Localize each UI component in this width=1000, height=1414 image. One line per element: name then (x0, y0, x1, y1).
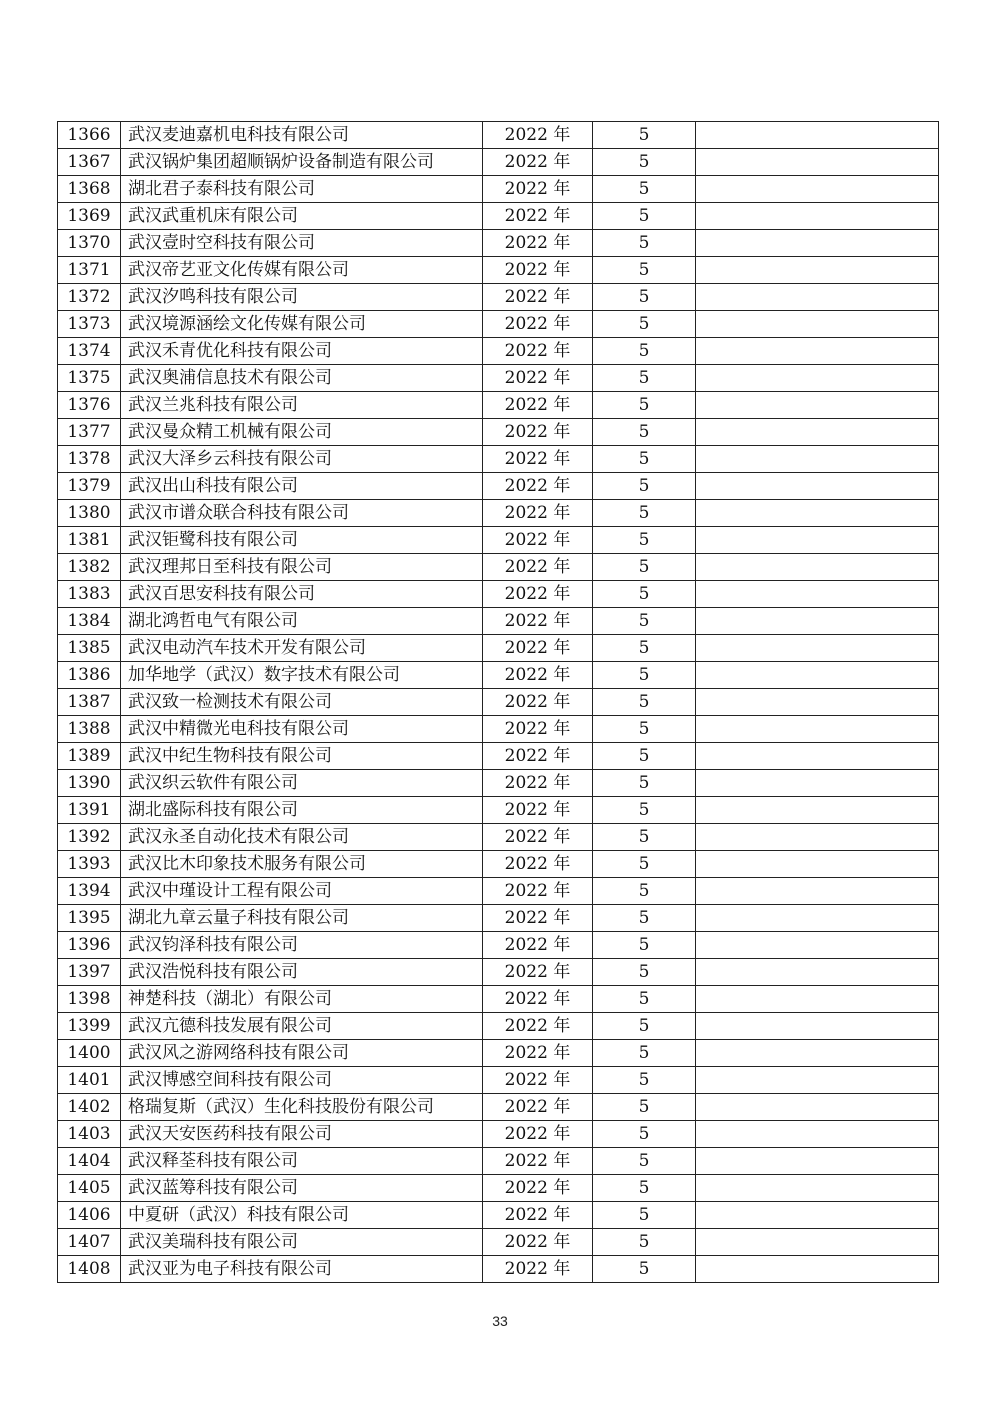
note-cell (696, 770, 939, 797)
year-cell: 2022 年 (483, 446, 593, 473)
company-name-cell: 武汉钜鹭科技有限公司 (121, 527, 483, 554)
company-name-cell: 武汉比木印象技术服务有限公司 (121, 851, 483, 878)
value-cell: 5 (593, 770, 696, 797)
table-row (58, 338, 939, 365)
company-name-cell: 武汉浩悦科技有限公司 (121, 959, 483, 986)
year-cell: 2022 年 (483, 419, 593, 446)
company-name-cell: 武汉百思安科技有限公司 (121, 581, 483, 608)
note-cell (696, 581, 939, 608)
company-name-cell: 武汉奥浦信息技术有限公司 (121, 365, 483, 392)
year-cell: 2022 年 (483, 959, 593, 986)
year-cell: 2022 年 (483, 635, 593, 662)
note-cell (696, 905, 939, 932)
company-name-cell: 武汉禾青优化科技有限公司 (121, 338, 483, 365)
table-row (58, 905, 939, 932)
company-name-cell: 武汉壹时空科技有限公司 (121, 230, 483, 257)
table-row (58, 473, 939, 500)
table-row (58, 446, 939, 473)
value-cell: 5 (593, 419, 696, 446)
row-number-cell: 1373 (58, 311, 121, 338)
row-number-cell: 1392 (58, 824, 121, 851)
table-row (58, 284, 939, 311)
year-cell: 2022 年 (483, 581, 593, 608)
value-cell: 5 (593, 1175, 696, 1202)
table-row (58, 986, 939, 1013)
company-name-cell: 武汉中纪生物科技有限公司 (121, 743, 483, 770)
table-row (58, 959, 939, 986)
value-cell: 5 (593, 689, 696, 716)
note-cell (696, 608, 939, 635)
table-row (58, 500, 939, 527)
year-cell: 2022 年 (483, 338, 593, 365)
year-cell: 2022 年 (483, 203, 593, 230)
row-number-cell: 1405 (58, 1175, 121, 1202)
company-name-cell: 武汉市谱众联合科技有限公司 (121, 500, 483, 527)
table-row (58, 176, 939, 203)
row-number-cell: 1384 (58, 608, 121, 635)
table-row (58, 797, 939, 824)
year-cell: 2022 年 (483, 473, 593, 500)
note-cell (696, 1121, 939, 1148)
row-number-cell: 1382 (58, 554, 121, 581)
value-cell: 5 (593, 446, 696, 473)
note-cell (696, 203, 939, 230)
note-cell (696, 554, 939, 581)
table-row (58, 743, 939, 770)
company-name-cell: 武汉电动汽车技术开发有限公司 (121, 635, 483, 662)
row-number-cell: 1398 (58, 986, 121, 1013)
row-number-cell: 1380 (58, 500, 121, 527)
note-cell (696, 635, 939, 662)
row-number-cell: 1381 (58, 527, 121, 554)
table-row (58, 1013, 939, 1040)
note-cell (696, 1175, 939, 1202)
row-number-cell: 1378 (58, 446, 121, 473)
year-cell: 2022 年 (483, 1256, 593, 1283)
value-cell: 5 (593, 257, 696, 284)
year-cell: 2022 年 (483, 932, 593, 959)
row-number-cell: 1369 (58, 203, 121, 230)
value-cell: 5 (593, 554, 696, 581)
value-cell: 5 (593, 527, 696, 554)
row-number-cell: 1397 (58, 959, 121, 986)
company-name-cell: 武汉释荃科技有限公司 (121, 1148, 483, 1175)
row-number-cell: 1368 (58, 176, 121, 203)
row-number-cell: 1383 (58, 581, 121, 608)
company-name-cell: 武汉出山科技有限公司 (121, 473, 483, 500)
row-number-cell: 1400 (58, 1040, 121, 1067)
note-cell (696, 824, 939, 851)
note-cell (696, 1148, 939, 1175)
company-name-cell: 武汉兰兆科技有限公司 (121, 392, 483, 419)
value-cell: 5 (593, 878, 696, 905)
note-cell (696, 527, 939, 554)
year-cell: 2022 年 (483, 1202, 593, 1229)
value-cell: 5 (593, 797, 696, 824)
note-cell (696, 1256, 939, 1283)
year-cell: 2022 年 (483, 1121, 593, 1148)
note-cell (696, 1013, 939, 1040)
value-cell: 5 (593, 581, 696, 608)
value-cell: 5 (593, 1148, 696, 1175)
row-number-cell: 1370 (58, 230, 121, 257)
value-cell: 5 (593, 500, 696, 527)
table-row (58, 1121, 939, 1148)
note-cell (696, 878, 939, 905)
company-name-cell: 武汉帝艺亚文化传媒有限公司 (121, 257, 483, 284)
year-cell: 2022 年 (483, 392, 593, 419)
value-cell: 5 (593, 149, 696, 176)
value-cell: 5 (593, 743, 696, 770)
value-cell: 5 (593, 392, 696, 419)
year-cell: 2022 年 (483, 365, 593, 392)
row-number-cell: 1366 (58, 122, 121, 149)
table-row (58, 554, 939, 581)
row-number-cell: 1379 (58, 473, 121, 500)
row-number-cell: 1389 (58, 743, 121, 770)
note-cell (696, 311, 939, 338)
row-number-cell: 1390 (58, 770, 121, 797)
row-number-cell: 1367 (58, 149, 121, 176)
value-cell: 5 (593, 1229, 696, 1256)
value-cell: 5 (593, 230, 696, 257)
company-name-cell: 武汉风之游网络科技有限公司 (121, 1040, 483, 1067)
table-row (58, 689, 939, 716)
company-name-cell: 武汉博感空间科技有限公司 (121, 1067, 483, 1094)
row-number-cell: 1403 (58, 1121, 121, 1148)
company-list-table (57, 121, 939, 1283)
year-cell: 2022 年 (483, 1094, 593, 1121)
company-name-cell: 加华地学（武汉）数字技术有限公司 (121, 662, 483, 689)
year-cell: 2022 年 (483, 986, 593, 1013)
year-cell: 2022 年 (483, 905, 593, 932)
note-cell (696, 932, 939, 959)
row-number-cell: 1371 (58, 257, 121, 284)
company-name-cell: 武汉大泽乡云科技有限公司 (121, 446, 483, 473)
year-cell: 2022 年 (483, 1148, 593, 1175)
year-cell: 2022 年 (483, 662, 593, 689)
year-cell: 2022 年 (483, 149, 593, 176)
value-cell: 5 (593, 959, 696, 986)
company-name-cell: 湖北鸿哲电气有限公司 (121, 608, 483, 635)
table-row (58, 1202, 939, 1229)
note-cell (696, 230, 939, 257)
note-cell (696, 1067, 939, 1094)
company-name-cell: 武汉曼众精工机械有限公司 (121, 419, 483, 446)
row-number-cell: 1408 (58, 1256, 121, 1283)
row-number-cell: 1394 (58, 878, 121, 905)
company-name-cell: 武汉美瑞科技有限公司 (121, 1229, 483, 1256)
company-name-cell: 湖北君子泰科技有限公司 (121, 176, 483, 203)
company-name-cell: 神楚科技（湖北）有限公司 (121, 986, 483, 1013)
table-row (58, 824, 939, 851)
note-cell (696, 122, 939, 149)
note-cell (696, 338, 939, 365)
value-cell: 5 (593, 986, 696, 1013)
table-row (58, 122, 939, 149)
table-row (58, 716, 939, 743)
note-cell (696, 1040, 939, 1067)
value-cell: 5 (593, 1067, 696, 1094)
table-row (58, 311, 939, 338)
note-cell (696, 446, 939, 473)
company-name-cell: 武汉蓝筹科技有限公司 (121, 1175, 483, 1202)
year-cell: 2022 年 (483, 1067, 593, 1094)
row-number-cell: 1395 (58, 905, 121, 932)
year-cell: 2022 年 (483, 257, 593, 284)
company-name-cell: 武汉致一检测技术有限公司 (121, 689, 483, 716)
company-name-cell: 武汉锅炉集团超顺锅炉设备制造有限公司 (121, 149, 483, 176)
value-cell: 5 (593, 608, 696, 635)
row-number-cell: 1404 (58, 1148, 121, 1175)
note-cell (696, 1229, 939, 1256)
row-number-cell: 1385 (58, 635, 121, 662)
company-name-cell: 武汉天安医药科技有限公司 (121, 1121, 483, 1148)
year-cell: 2022 年 (483, 122, 593, 149)
year-cell: 2022 年 (483, 176, 593, 203)
row-number-cell: 1372 (58, 284, 121, 311)
value-cell: 5 (593, 824, 696, 851)
company-name-cell: 武汉理邦日至科技有限公司 (121, 554, 483, 581)
row-number-cell: 1376 (58, 392, 121, 419)
value-cell: 5 (593, 473, 696, 500)
note-cell (696, 1202, 939, 1229)
value-cell: 5 (593, 311, 696, 338)
note-cell (696, 257, 939, 284)
company-name-cell: 武汉中精微光电科技有限公司 (121, 716, 483, 743)
year-cell: 2022 年 (483, 527, 593, 554)
note-cell (696, 1094, 939, 1121)
table-row (58, 581, 939, 608)
year-cell: 2022 年 (483, 1229, 593, 1256)
note-cell (696, 419, 939, 446)
note-cell (696, 986, 939, 1013)
table-body (58, 122, 939, 1283)
value-cell: 5 (593, 662, 696, 689)
year-cell: 2022 年 (483, 1013, 593, 1040)
row-number-cell: 1387 (58, 689, 121, 716)
year-cell: 2022 年 (483, 716, 593, 743)
year-cell: 2022 年 (483, 500, 593, 527)
table-row (58, 149, 939, 176)
value-cell: 5 (593, 905, 696, 932)
table-row (58, 527, 939, 554)
value-cell: 5 (593, 176, 696, 203)
row-number-cell: 1377 (58, 419, 121, 446)
table-row (58, 1256, 939, 1283)
value-cell: 5 (593, 716, 696, 743)
table-row (58, 878, 939, 905)
table-row (58, 608, 939, 635)
company-name-cell: 武汉汐鸣科技有限公司 (121, 284, 483, 311)
note-cell (696, 743, 939, 770)
value-cell: 5 (593, 635, 696, 662)
note-cell (696, 797, 939, 824)
note-cell (696, 716, 939, 743)
value-cell: 5 (593, 932, 696, 959)
row-number-cell: 1374 (58, 338, 121, 365)
company-name-cell: 武汉亢德科技发展有限公司 (121, 1013, 483, 1040)
value-cell: 5 (593, 365, 696, 392)
note-cell (696, 662, 939, 689)
note-cell (696, 959, 939, 986)
company-name-cell: 武汉永圣自动化技术有限公司 (121, 824, 483, 851)
table-row (58, 932, 939, 959)
company-name-cell: 武汉麦迪嘉机电科技有限公司 (121, 122, 483, 149)
year-cell: 2022 年 (483, 851, 593, 878)
company-name-cell: 武汉织云软件有限公司 (121, 770, 483, 797)
year-cell: 2022 年 (483, 743, 593, 770)
note-cell (696, 500, 939, 527)
row-number-cell: 1393 (58, 851, 121, 878)
table-row (58, 662, 939, 689)
company-name-cell: 武汉钧泽科技有限公司 (121, 932, 483, 959)
company-name-cell: 格瑞复斯（武汉）生化科技股份有限公司 (121, 1094, 483, 1121)
table-row (58, 1040, 939, 1067)
value-cell: 5 (593, 284, 696, 311)
value-cell: 5 (593, 1202, 696, 1229)
table-row (58, 1148, 939, 1175)
year-cell: 2022 年 (483, 284, 593, 311)
note-cell (696, 284, 939, 311)
company-name-cell: 武汉亚为电子科技有限公司 (121, 1256, 483, 1283)
table-row (58, 203, 939, 230)
value-cell: 5 (593, 203, 696, 230)
value-cell: 5 (593, 851, 696, 878)
note-cell (696, 392, 939, 419)
company-list-table-wrapper (57, 121, 938, 1283)
row-number-cell: 1388 (58, 716, 121, 743)
table-row (58, 1067, 939, 1094)
note-cell (696, 176, 939, 203)
year-cell: 2022 年 (483, 311, 593, 338)
row-number-cell: 1407 (58, 1229, 121, 1256)
note-cell (696, 365, 939, 392)
company-name-cell: 中夏研（武汉）科技有限公司 (121, 1202, 483, 1229)
year-cell: 2022 年 (483, 1040, 593, 1067)
table-row (58, 1229, 939, 1256)
company-name-cell: 武汉武重机床有限公司 (121, 203, 483, 230)
row-number-cell: 1375 (58, 365, 121, 392)
year-cell: 2022 年 (483, 1175, 593, 1202)
row-number-cell: 1391 (58, 797, 121, 824)
table-row (58, 230, 939, 257)
table-row (58, 635, 939, 662)
value-cell: 5 (593, 338, 696, 365)
company-name-cell: 湖北九章云量子科技有限公司 (121, 905, 483, 932)
table-row (58, 1175, 939, 1202)
row-number-cell: 1406 (58, 1202, 121, 1229)
year-cell: 2022 年 (483, 878, 593, 905)
note-cell (696, 149, 939, 176)
year-cell: 2022 年 (483, 608, 593, 635)
row-number-cell: 1399 (58, 1013, 121, 1040)
value-cell: 5 (593, 1094, 696, 1121)
company-name-cell: 湖北盛际科技有限公司 (121, 797, 483, 824)
table-row (58, 365, 939, 392)
table-row (58, 392, 939, 419)
row-number-cell: 1402 (58, 1094, 121, 1121)
row-number-cell: 1401 (58, 1067, 121, 1094)
year-cell: 2022 年 (483, 797, 593, 824)
value-cell: 5 (593, 122, 696, 149)
table-row (58, 1094, 939, 1121)
value-cell: 5 (593, 1121, 696, 1148)
table-row (58, 419, 939, 446)
year-cell: 2022 年 (483, 230, 593, 257)
table-row (58, 851, 939, 878)
page-number: 33 (492, 1313, 508, 1329)
note-cell (696, 851, 939, 878)
table-row (58, 770, 939, 797)
company-name-cell: 武汉境源涵绘文化传媒有限公司 (121, 311, 483, 338)
company-name-cell: 武汉中瑾设计工程有限公司 (121, 878, 483, 905)
value-cell: 5 (593, 1256, 696, 1283)
table-row (58, 257, 939, 284)
year-cell: 2022 年 (483, 824, 593, 851)
note-cell (696, 689, 939, 716)
year-cell: 2022 年 (483, 554, 593, 581)
year-cell: 2022 年 (483, 689, 593, 716)
value-cell: 5 (593, 1040, 696, 1067)
note-cell (696, 473, 939, 500)
row-number-cell: 1396 (58, 932, 121, 959)
row-number-cell: 1386 (58, 662, 121, 689)
year-cell: 2022 年 (483, 770, 593, 797)
value-cell: 5 (593, 1013, 696, 1040)
